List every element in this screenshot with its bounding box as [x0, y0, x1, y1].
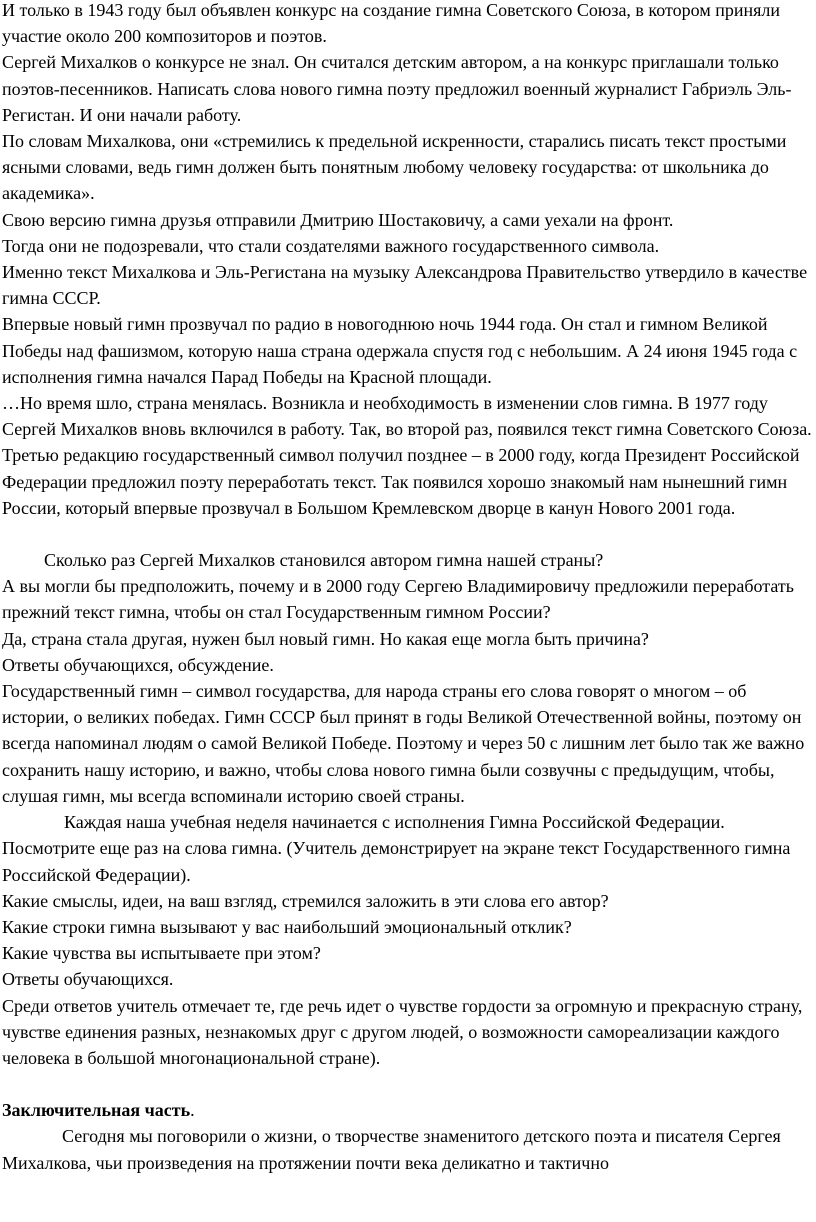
heading-text: Заключительная часть: [2, 1100, 191, 1121]
question-emotional-lines: Какие строки гимна вызывают у вас наибольший эмоциональный отклик?: [2, 916, 572, 937]
question-other-reason: Да, страна стала другая, нужен был новый гимн. Но какая еще могла быть причина?: [2, 628, 649, 649]
paragraph-state-symbol: Государственный гимн – символ государства, для народа страны его слова говорят о многом – об истории, о великих победах. Гимн СССР был принят в годы Великой Отечественной войны, поэтому он всегда напоминал людям о самой Великой Победе. Поэтому и через 50 с лишним лет было так же важно сохранить нашу историю, и важно, чтобы слова нового гимна были созвучны с предыдущим, чтобы, слушая гимн, мы всегда вспоминали историю своей страны.: [2, 681, 805, 806]
question-how-many-times: Сколько раз Сергей Михалков становился автором гимна нашей страны?: [44, 550, 604, 571]
paragraph-mikhalkov-quote: По словам Михалкова, они «стремились к предельной искренности, старались писать текст простыми ясными словами, ведь гимн должен быть понятным любому человеку государства: от школьника до академика».: [2, 131, 787, 204]
blank-line: [2, 1071, 816, 1097]
paragraph-sent-to-shostakovich: Свою версию гимна друзья отправили Дмитрию Шостаковичу, а сами уехали на фронт.: [2, 209, 674, 230]
blank-line: [2, 521, 816, 547]
paragraph-contest-1943: И только в 1943 году был объявлен конкурс на создание гимна Советского Союза, в котором приняли участие около 200 композиторов и поэтов.: [2, 0, 780, 47]
question-feelings: Какие чувства вы испытываете при этом?: [2, 943, 321, 964]
note-student-answers: Ответы обучающихся.: [2, 969, 174, 990]
question-meanings: Какие смыслы, идеи, на ваш взгляд, стремился заложить в эти слова его автор?: [2, 890, 609, 911]
paragraph-1977-revision: …Но время шло, страна менялась. Возникла и необходимость в изменении слов гимна. В 1977 году Сергей Михалков вновь включился в работу. Так, во второй раз, появился текст гимна Советского Союза.: [2, 393, 812, 440]
note-student-answers-discussion: Ответы обучающихся, обсуждение.: [2, 654, 274, 675]
paragraph-creators-symbol: Тогда они не подозревали, что стали создателями важного государственного символа.: [2, 235, 660, 256]
paragraph-conclusion: Сегодня мы поговорили о жизни, о творчестве знаменитого детского поэта и писателя Сергея Михалкова, чьи произведения на протяжении почти века деликатно и тактично: [2, 1126, 781, 1173]
section-heading-conclusion: [2, 1097, 816, 1123]
heading-dot: .: [190, 1100, 195, 1121]
paragraph-mikhalkov-unaware: Сергей Михалков о конкурсе не знал. Он считался детским автором, а на конкурс приглашали только поэтов-песенников. Написать слова нового гимна поэту предложил военный журналист Габриэль Эль-Регистан. И они начали работу.: [2, 52, 792, 125]
paragraph-teacher-notes: Среди ответов учитель отмечает те, где речь идет о чувстве гордости за огромную и прекрасную страну, чувстве единения разных, незнакомых друг с другом людей, о возможности самореализации каждого человека в большой многонациональной стране).: [2, 995, 803, 1068]
paragraph-approved-anthem: Именно текст Михалкова и Эль-Регистана на музыку Александрова Правительство утвердило в качестве гимна СССР.: [2, 262, 808, 309]
paragraph-weekly-anthem: Каждая наша учебная неделя начинается с исполнения Гимна Российской Федерации. Посмотрите еще раз на слова гимна. (Учитель демонстрирует на экране текст Государственного гимна Российской Федерации).: [2, 812, 791, 885]
paragraph-2000-revision: Третью редакцию государственный символ получил позднее – в 2000 году, когда Президент Российской Федерации предложил поэту переработать текст. Так появился хорошо знакомый нам нынешний гимн России, который впервые прозвучал в Большом Кремлевском дворце в канун Нового 2001 года.: [2, 445, 800, 518]
question-why-2000: А вы могли бы предположить, почему и в 2000 году Сергею Владимировичу предложили переработать прежний текст гимна, чтобы он стал Государственным гимном России?: [2, 576, 794, 623]
paragraph-first-broadcast: Впервые новый гимн прозвучал по радио в новогоднюю ночь 1944 года. Он стал и гимном Великой Победы над фашизмом, которую наша страна одержала спустя год с небольшим. А 24 июня 1945 года с исполнения гимна начался Парад Победы на Красной площади.: [2, 314, 798, 387]
